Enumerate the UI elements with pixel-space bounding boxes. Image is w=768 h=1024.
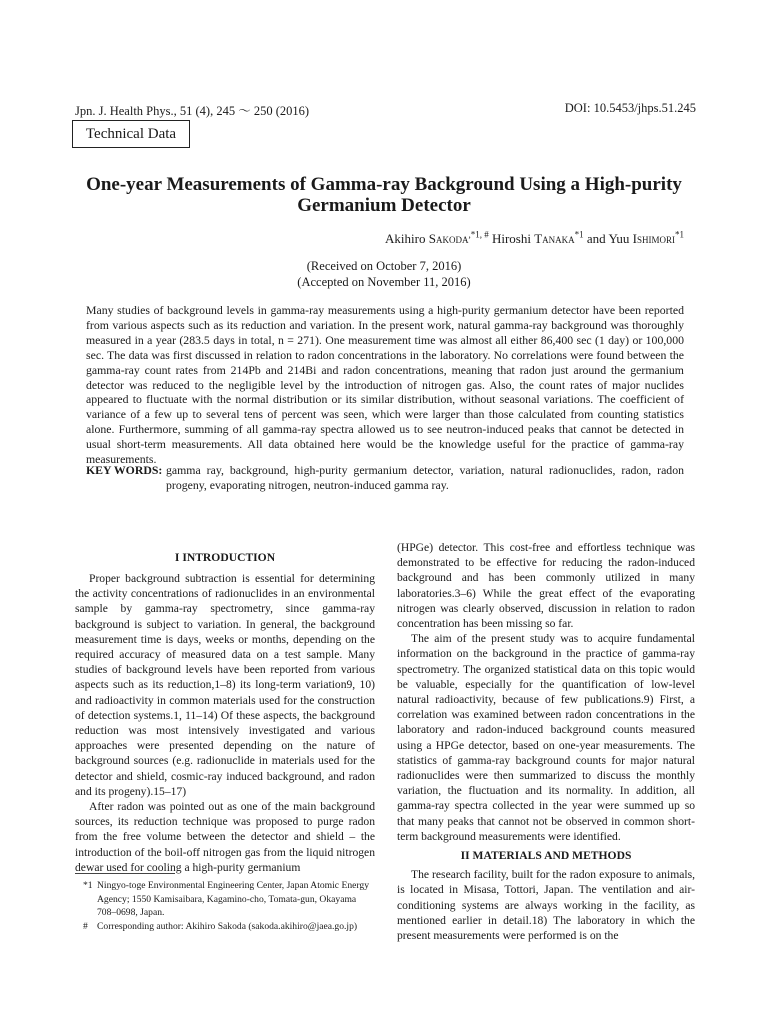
author-2-last: Tanaka	[534, 231, 575, 246]
received-date: (Received on October 7, 2016)	[306, 259, 462, 273]
intro-paragraph-2: After radon was pointed out as one of the main background sources, its reduction technique was proposed to purge radon from the free volume between the detector and shield – the introduction of the boil-off nitrogen gas from the liquid nitrogen dewar used for cooling a high-purity germanium	[75, 800, 375, 874]
intro-paragraph-3: (HPGe) detector. This cost-free and effortless technique was demonstrated to be effective for reducing the radon-induced background and has been commonly utilized in many laboratories.3–6) While the great effect of the evaporating nitrogen was clearly observed, discussion in relation to radon concentration has been missing so far.	[397, 541, 695, 631]
accepted-date: (Accepted on November 11, 2016)	[297, 275, 471, 289]
author-3-last: Ishimori	[632, 231, 675, 246]
author-3-first: Yuu	[608, 231, 630, 246]
footnote-2-mark: #	[83, 921, 88, 932]
right-column	[397, 540, 695, 943]
author-2-mark: *1	[574, 229, 584, 240]
footnote-1-mark: *1	[83, 880, 93, 891]
footnote-affiliation	[75, 879, 375, 920]
methods-paragraph-1: The research facility, built for the radon exposure to animals, is located in Misasa, Tottori, Japan. The ventilation and air-conditioning systems are always working in the facility, as mentioned earlier in detail.18) The laboratory in which the present measurements were performed is on the	[397, 868, 695, 943]
author-1-first: Akihiro	[385, 231, 426, 246]
footnote-rule	[75, 873, 175, 874]
author-list	[385, 231, 684, 247]
intro-paragraph-4: The aim of the present study was to acquire fundamental information on the background in the practice of gamma-ray spectrometry. The organized statistical data on this topic would be valuable, especially for the quantification of low-level natural radioactivity, because of few publications.9) First, a correlation was examined between radon concentrations in the laboratory and radon-induced background counts measured using a HPGe detector, based on one-year measurements. The statistics of gamma-ray background counts for major natural radionuclides were then summarized to discuss the monthly variation, the fluctuation and its normality. In addition, all gamma-ray spectra collected in the year were summed up so that many peaks that cannot not be observed in common short-term background measurements were identified.	[397, 632, 695, 843]
author-1-last: Sakoda	[428, 231, 469, 246]
submission-dates	[0, 258, 768, 290]
left-column	[75, 571, 375, 875]
abstract: Many studies of background levels in gamma-ray measurements using a high-purity germanium detector have been reported from various aspects such as its reduction and variation. In the present work, natural gamma-ray background was thoroughly measured in a year (283.5 days in total, n = 271). One measurement time was almost all either 86,400 sec (1 day) or 100,000 sec. The data was first discussed in relation to radon concentrations in the laboratory. No correlations were found between the gamma-ray count rates from 214Pb and 214Bi and radon concentrations, meaning that radon just around the germanium detector was reduced to the negligible level by the introduction of nitrogen gas. Also, the count rates of major nuclides appeared to fluctuate with the normal distribution or its similar distribution, without seasonal variations. The coefficient of variance of a few up to several tens of percent was seen, which were larger than those calculated from counting statistics alone. Furthermore, summing of all gamma-ray spectra allowed us to see neutron-induced peaks that cannot be detected in usual short-term measurements. All data obtained here would be the knowledge useful for the practice of gamma-ray measurements.	[86, 303, 684, 467]
section-heading-methods: II MATERIALS AND METHODS	[460, 849, 632, 863]
journal-citation: Jpn. J. Health Phys., 51 (4), 245 ～ 250 (2016)	[75, 104, 310, 118]
section-heading-introduction: I INTRODUCTION	[174, 551, 276, 564]
keywords-label: KEY WORDS:	[86, 463, 163, 477]
keywords-text: gamma ray, background, high-purity germanium detector, variation, natural radionuclides, radon, radon progeny, evaporating nitrogen, neutron-induced gamma ray.	[166, 463, 684, 492]
author-sep: and	[583, 231, 609, 246]
article-type-badge: Technical Data	[72, 120, 190, 148]
intro-paragraph-1: Proper background subtraction is essential for determining the activity concentrations of radionuclides in an environmental sample by gamma-ray spectrometry, since gamma-ray background is subject to variation. In general, the background measurement time is days, weeks or months, depending on the required accuracy of measured data on a test sample. Many studies of background levels have been reported from various aspects such as its reduction,1–8) its long-term variation9, 10) and radioactivity in common materials used for the construction of detection systems.1, 11–14) Of these aspects, the background reduction was most intensively investigated and various approaches were presented depending on the nature of background sources (e.g. radionuclide in materials used for the detector and shield, cosmic-ray induced background, and radon and its progeny).15–17)	[75, 572, 375, 798]
author-3-mark: *1	[675, 229, 684, 240]
paper-title: One-year Measurements of Gamma-ray Background Using a High-purity Germanium Detector	[86, 174, 682, 216]
author-2-first: Hiroshi	[491, 231, 531, 246]
author-1-mark: ,*1, #	[468, 229, 489, 240]
footnote-2-text: Corresponding author: Akihiro Sakoda (sakoda.akihiro@jaea.go.jp)	[97, 921, 358, 932]
doi-link[interactable]: DOI: 10.5453/jhps.51.245	[564, 101, 696, 115]
keywords	[86, 463, 684, 493]
footnote-corresponding-author	[75, 920, 375, 934]
footnote-1-text: Ningyo-toge Environmental Engineering Center, Japan Atomic Energy Agency; 1550 Kamisaibara, Kagamino-cho, Tomata-gun, Okayama 708–0698, Japan.	[97, 880, 369, 918]
